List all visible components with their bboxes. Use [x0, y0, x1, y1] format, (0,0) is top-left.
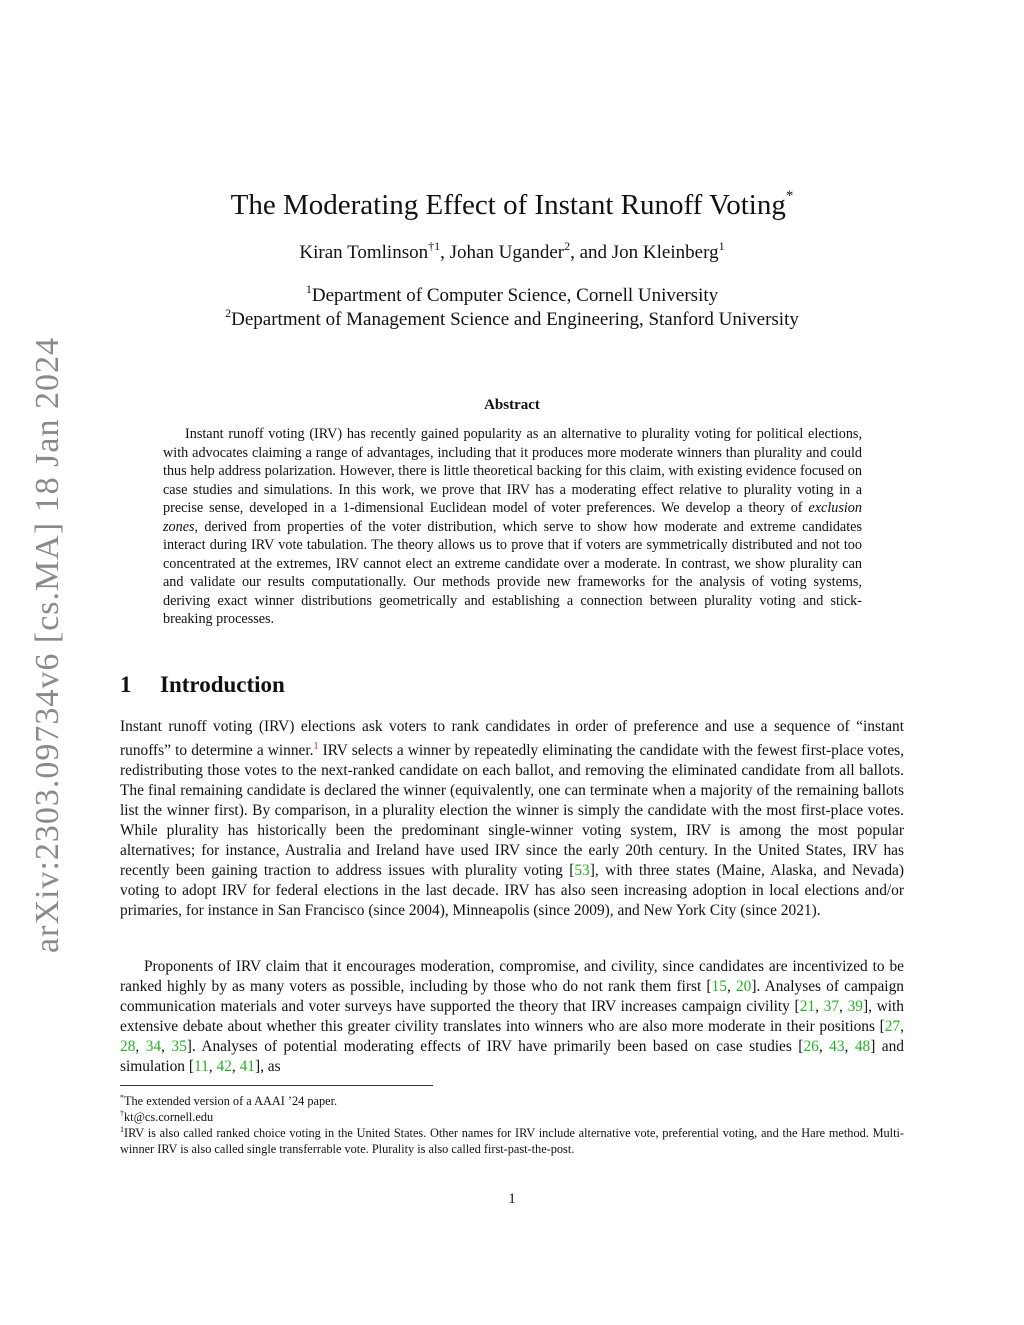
citation-15[interactable]: 15: [711, 978, 727, 995]
author-2: , Johan Ugander: [440, 242, 565, 263]
citation-43[interactable]: 43: [829, 1038, 845, 1055]
para1-text-1: Instant runoff voting (IRV) elections ask voters to rank candidates in order of preference and use a sequence of “instant runoffs” to determine a winner.: [120, 718, 904, 759]
affiliation-2: [120, 300, 904, 333]
para2-text-5: ] and simulation [: [120, 1038, 904, 1075]
footnote-star-mark: *: [120, 1093, 124, 1102]
abstract-heading: Abstract: [484, 397, 540, 413]
citation-42[interactable]: 42: [216, 1058, 232, 1075]
footnote-1-text: IRV is also called ranked choice voting in the United States. Other names for IRV include alternative vote, preferential voting, and the Hare method. Multi-winner IRV is also called single transferrable vote. Plurality is also called first-past-the-post.: [120, 1126, 904, 1156]
footnote-ref-1[interactable]: 1: [313, 741, 319, 752]
author-list: [120, 233, 904, 266]
citation-37[interactable]: 37: [823, 998, 840, 1015]
title-text: The Moderating Effect of Instant Runoff Voting: [230, 189, 786, 221]
abstract-part-2: , derived from properties of the voter distribution, which serve to show how moderate and extreme candidates interact during IRV vote tabulation. The theory allows us to prove that if voters are symmetrically distributed and not too concentrated at the extremes, IRV cannot elect an extreme candidate over a moderate. In contrast, we show plurality can and validate our results computationally. Our methods provide new frameworks for the analysis of voting systems, deriving exact winner distributions geometrically and establishing a connection between plurality voting and stick-breaking processes.: [163, 518, 862, 627]
author-2-mark: 2: [564, 239, 571, 253]
citation-35[interactable]: 35: [171, 1038, 187, 1055]
affiliation-2-mark: 2: [225, 306, 232, 320]
para1-text-3: ], with three states (Maine, Alaska, and Nevada) voting to adopt IRV for federal elections in the last decade. IRV has also seen increasing adoption in local elections and/or primaries, for instance in San Francisco (since 2004), Minneapolis (since 2009), and New York City (since 2021).: [120, 862, 904, 919]
footnote-dagger-text[interactable]: kt@cs.cornell.edu: [124, 1110, 214, 1124]
author-3-mark: 1: [718, 239, 725, 253]
citation-53[interactable]: 53: [574, 862, 590, 879]
citation-34[interactable]: 34: [145, 1038, 162, 1055]
para2-text-3: ], with extensive debate about whether this greater civility translates into winners who are also more moderate in their positions [: [120, 998, 904, 1035]
author-3: , and Jon Kleinberg: [570, 242, 719, 263]
para2-text-6: ], as: [254, 1058, 281, 1075]
citation-41[interactable]: 41: [239, 1058, 255, 1075]
arxiv-stamp: arXiv:2303.09734v6 [cs.MA] 18 Jan 2024: [29, 337, 66, 953]
para2-text-4: ]. Analyses of potential moderating effects of IRV have primarily been based on case studies [: [186, 1038, 804, 1055]
author-1-mark: †1: [428, 239, 441, 253]
affiliation-2-text: Department of Management Science and Engineering, Stanford University: [231, 309, 799, 330]
footnote-1-mark: 1: [120, 1125, 124, 1134]
paper-title: [120, 178, 904, 223]
citation-39[interactable]: 39: [847, 998, 863, 1015]
para1-text-2: IRV selects a winner by repeatedly eliminating the candidate with the fewest first-place votes, redistributing those votes to the next-ranked candidate on each ballot, and removing the eliminated candidate from all ballots. The final remaining candidate is declared the winner (equivalently, one can terminate when a majority of the remaining ballots list the winner first). By comparison, in a plurality election the winner is simply the candidate with the most first-place votes. While plurality has historically been the predominant single-winner voting system, IRV is among the most popular alternatives; for instance, Australia and Ireland have used IRV since the early 20th century. In the United States, IRV has recently been gaining traction to address issues with plurality voting [: [120, 742, 904, 879]
footnote-dagger-mark: †: [120, 1109, 124, 1118]
intro-paragraph-2: Proponents of IRV claim that it encourages moderation, compromise, and civility, since candidates are incentivized to be ranked highly by as many voters as possible, including by those who do not rank them first [15, 20]. Analyses of campaign communication materials and voter surveys have supported the theory that IRV increases campaign civility [21, 37, 39], with extensive debate about whether this greater civility translates into winners who are also more moderate in their positions [27, 28, 34, 35]. Analyses of potential moderating effects of IRV have primarily been based on case studies [26, 43, 48] and simulation [11, 42, 41], as: [120, 958, 904, 1075]
footnote-divider: [120, 1085, 433, 1086]
title-footnote-mark: *: [785, 188, 794, 204]
section-number: 1: [120, 672, 132, 697]
page-number: 1: [508, 1191, 516, 1207]
citation-20[interactable]: 20: [735, 978, 752, 995]
author-1: Kiran Tomlinson: [299, 242, 429, 263]
affiliation-1-text: Department of Computer Science, Cornell University: [311, 285, 719, 306]
footnote-1: [120, 1122, 904, 1157]
para2-text-2: ]. Analyses of campaign communication materials and voter surveys have supported the theory that IRV increases campaign civility [: [120, 978, 904, 1015]
affiliation-1-mark: 1: [305, 282, 312, 296]
citation-21[interactable]: 21: [799, 998, 816, 1015]
section-title: Introduction: [160, 672, 285, 697]
citation-11[interactable]: 11: [193, 1058, 209, 1075]
abstract-emphasis: exclusion zones: [163, 500, 862, 535]
section-heading: [120, 672, 285, 698]
citation-48[interactable]: 48: [854, 1038, 871, 1055]
abstract-body: [163, 425, 862, 629]
para2-text-1: Proponents of IRV claim that it encourages moderation, compromise, and civility, since candidates are incentivized to be ranked highly by as many voters as possible, including by those who do not rank them first [: [120, 958, 904, 995]
abstract-part-1: Instant runoff voting (IRV) has recently gained popularity as an alternative to plurality voting for political elections, with advocates claiming a range of advantages, including that it produces more moderate winners than plurality and could thus help address polarization. However, there is little theoretical backing for this claim, with existing evidence focused on case studies and simulations. In this work, we prove that IRV has a moderating effect relative to plurality voting in a precise sense, developed in a 1-dimensional Euclidean model of voter preferences. We develop a theory of: [163, 426, 862, 516]
intro-paragraph-1: [120, 717, 904, 921]
citation-28[interactable]: 28: [120, 1038, 136, 1055]
footnote-star-text: The extended version of a AAAI ’24 paper.: [124, 1094, 338, 1108]
citation-27[interactable]: 27: [884, 1018, 901, 1035]
citation-26[interactable]: 26: [803, 1038, 819, 1055]
